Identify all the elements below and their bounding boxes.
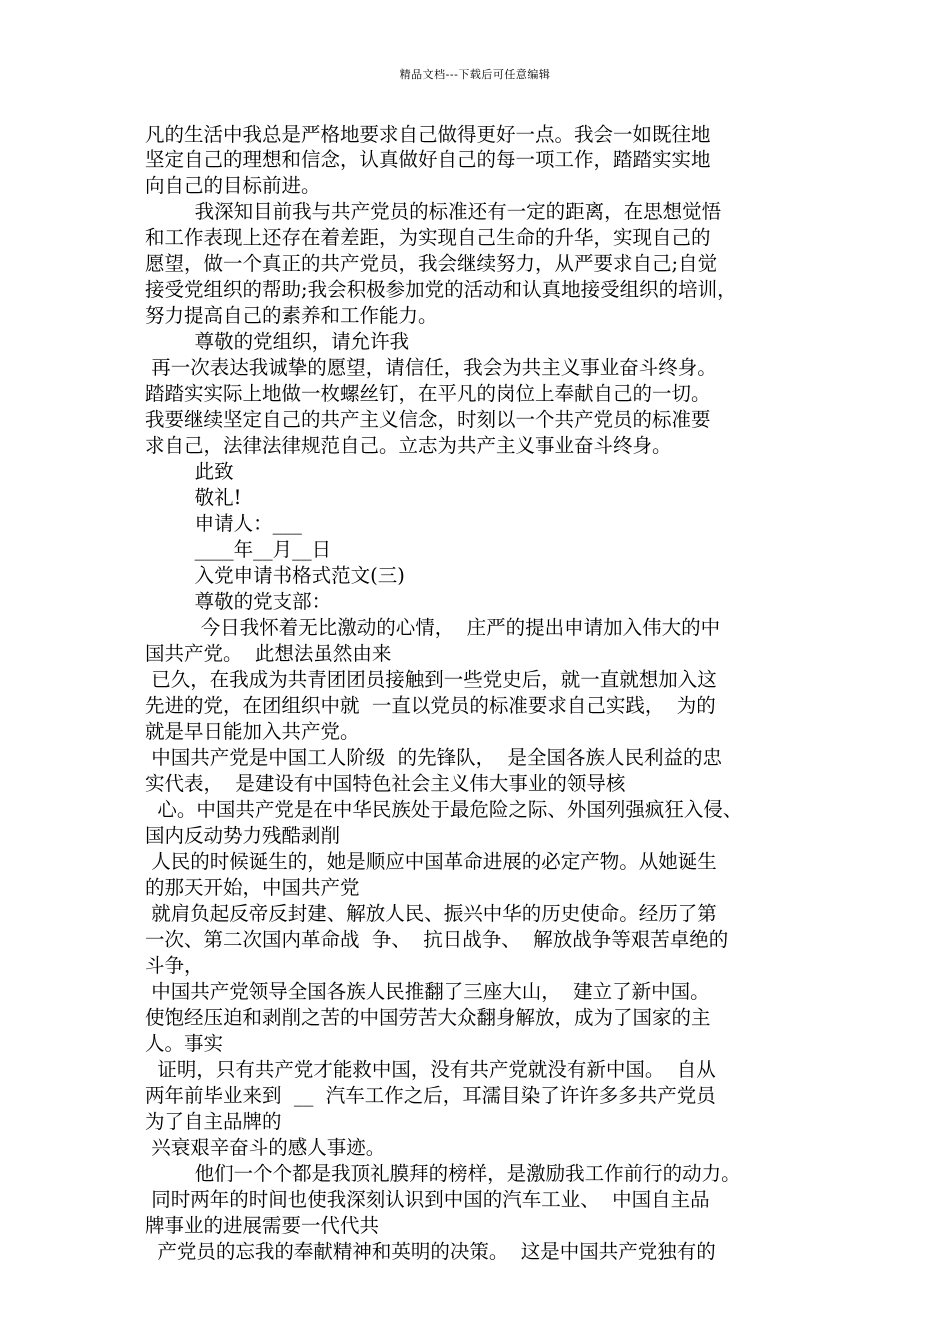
text-line: 接受党组织的帮助;我会积极参加党的活动和认真地接受组织的培训， (145, 278, 737, 301)
date-line: ____年__月__日 (145, 538, 332, 561)
text-line: 国内反动势力残酷剥削 (145, 824, 341, 847)
section-title: 入党申请书格式范文(三) (145, 564, 405, 587)
text-line: 为了自主品牌的 (145, 1110, 282, 1133)
salutation-line: 尊敬的党支部： (145, 590, 332, 613)
text-line: 他们一个个都是我顶礼膜拜的榜样，是激励我工作前行的动力。 (145, 1162, 741, 1185)
closing-line: 此致 (145, 460, 234, 483)
text-line: 同时两年的时间也使我深刻认识到中国的汽车工业、 中国自主品 (145, 1188, 710, 1211)
text-line: 使饱经压迫和剥削之苦的中国劳苦大众翻身解放，成为了国家的主 (145, 1006, 711, 1029)
document-body (145, 122, 830, 1265)
text-line: 踏踏实实际上地做一枚螺丝钉，在平凡的岗位上奉献自己的一切。 (145, 382, 711, 405)
text-line: 心。中国共产党是在中华民族处于最危险之际、外国列强疯狂入侵、 (145, 798, 743, 821)
text-line: 斗争， (145, 954, 204, 977)
text-line: 我深知目前我与共产党员的标准还有一定的距离，在思想觉悟 (145, 200, 722, 223)
text-line: 努力提高自己的素养和工作能力。 (145, 304, 438, 327)
text-line: 牌事业的进展需要一代代共 (145, 1214, 380, 1237)
text-line: 证明，只有共产党才能救中国，没有共产党就没有新中国。 自从 (145, 1058, 716, 1081)
text-line: 先进的党，在团组织中就 一直以党员的标准要求自己实践， 为的 (145, 694, 716, 717)
text-line: 人民的时候诞生的，她是顺应中国革命进展的必定产物。从她诞生 (145, 850, 717, 873)
text-line: 和工作表现上还存在着差距，为实现自己生命的升华，实现自己的 (145, 226, 711, 249)
text-line: 已久，在我成为共青团团员接触到一些党史后，就一直就想加入这 (145, 668, 717, 691)
text-line: 再一次表达我诚挚的愿望，请信任，我会为共主义事业奋斗终身。 (145, 356, 717, 379)
text-line: 凡的生活中我总是严格地要求自己做得更好一点。我会一如既往地 (145, 123, 711, 146)
text-line: 的那天开始，中国共产党 (145, 876, 360, 899)
text-line: 两年前毕业来到 __ 汽车工作之后，耳濡目染了许许多多共产党员 (145, 1084, 716, 1107)
text-line: 求自己，法律法律规范自己。立志为共产主义事业奋斗终身。 (145, 434, 672, 457)
text-line: 向自己的目标前进。 (145, 174, 321, 197)
text-line: 今日我怀着无比激动的心情， 庄严的提出申请加入伟大的中 (145, 616, 721, 639)
text-line: 一次、第二次国内革命战 争、 抗日战争、 解放战争等艰苦卓绝的 (145, 928, 729, 951)
text-line: 坚定自己的理想和信念，认真做好自己的每一项工作，踏踏实实地 (145, 148, 711, 171)
text-line: 就是早日能加入共产党。 (145, 720, 360, 743)
text-line: 国共产党。 此想法虽然由来 (145, 642, 392, 665)
text-line: 愿望，做一个真正的共产党员，我会继续努力，从严要求自己;自觉 (145, 252, 718, 275)
page-header: 精品文档---下载后可任意编辑 (399, 68, 551, 81)
applicant-line: 申请人：___ (145, 512, 302, 535)
text-line: 中国共产党是中国工人阶级 的先锋队， 是全国各族人民利益的忠 (145, 746, 722, 769)
text-line: 实代表， 是建设有中国特色社会主义伟大事业的领导核 (145, 772, 626, 795)
text-line: 兴衰艰辛奋斗的感人事迹。 (145, 1136, 386, 1159)
text-line: 中国共产党领导全国各族人民推翻了三座大山， 建立了新中国。 (145, 980, 710, 1003)
text-line: 就肩负起反帝反封建、解放人民、振兴中华的历史使命。经历了第 (145, 902, 717, 925)
text-line: 人。事实 (145, 1032, 224, 1055)
text-line: 尊敬的党组织，请允许我 (145, 330, 410, 353)
closing-line: 敬礼! (145, 486, 242, 509)
text-line: 产党员的忘我的奉献精神和英明的决策。 这是中国共产党独有的 (145, 1240, 716, 1263)
text-line: 我要继续坚定自己的共产主义信念，时刻以一个共产党员的标准要 (145, 408, 711, 431)
